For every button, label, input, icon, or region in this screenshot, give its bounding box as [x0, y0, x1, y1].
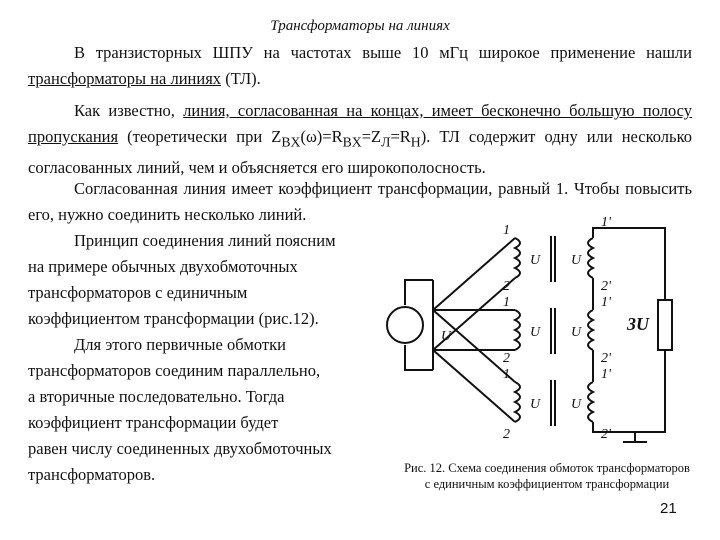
text-line: а вторичные последовательно. Тогда: [28, 387, 285, 406]
label-1: 1: [503, 295, 510, 310]
load-resistor: [658, 300, 672, 350]
label-u: U: [441, 329, 452, 344]
figure-caption: Рис. 12. Схема соединения обмоток трансформаторов с единичным коэффициентом трансформации: [404, 461, 690, 491]
text-line: трансформаторов с единичным: [28, 283, 248, 302]
label-2: 2: [503, 427, 510, 442]
text-line: Для этого первичные обмотки: [74, 335, 286, 354]
page-number: 21: [660, 500, 677, 517]
transformer-schematic: [375, 210, 710, 455]
source-circle: [387, 307, 423, 343]
primary-coil-3: [515, 382, 520, 422]
text-line: равен числу соединенных двухобмоточных: [28, 439, 332, 458]
primary-coil-1: [515, 238, 520, 278]
term-line-transformers: трансформаторы на линиях: [28, 69, 222, 88]
label-1-prime: 1': [601, 295, 611, 310]
page-title: Трансформаторы на линиях: [270, 18, 450, 34]
label-2-prime: 2': [601, 427, 611, 442]
label-u: U: [571, 253, 582, 268]
label-1-prime: 1': [601, 367, 611, 382]
text-line: Принцип соединения линий поясним: [74, 231, 336, 250]
source-wire-bottom: [405, 345, 433, 370]
label-2: 2: [503, 351, 510, 366]
label-u: U: [530, 397, 541, 412]
label-1-prime: 1': [601, 215, 611, 230]
label-2-prime: 2': [601, 279, 611, 294]
label-u: U: [571, 397, 582, 412]
secondary-coil-2: [588, 310, 593, 350]
text-line: на примере обычных двухобмоточных: [28, 257, 298, 276]
secondary-coil-1: [588, 238, 593, 278]
label-2-prime: 2': [601, 351, 611, 366]
paragraph-matched-line: Как известно, линия, согласованная на концах, имеет бесконечно большую полосу пропускания (теоретически при $Z_{BX}(\omega)=R_{BX}=Z_Л=R_Н$). ТЛ содержит одну или несколько согласованных линий, чем и объясняется его широкополосность.: [28, 101, 692, 178]
underlined-statement: линия, согласованная на концах, имеет бесконечно большую полосу пропускания: [28, 101, 692, 146]
paragraph-intro: В транзисторных ШПУ на частотах выше 10 мГц широкое применение нашли трансформаторы на линиях (ТЛ).: [28, 43, 692, 88]
text-line: трансформаторов соединим параллельно,: [28, 361, 321, 380]
label-1: 1: [503, 367, 510, 382]
source-wire-top: [405, 280, 433, 305]
paragraph-ratio: Согласованная линия имеет коэффициент трансформации, равный 1. Чтобы повысить его, нужно соединить несколько линий.: [28, 179, 692, 224]
text-line: коэффициент трансформации будет: [28, 413, 279, 432]
label-load-voltage: 3U: [627, 314, 649, 334]
label-u: U: [530, 253, 541, 268]
label-u: U: [571, 325, 582, 340]
text-line: коэффициентом трансформации (рис.12).: [28, 309, 319, 328]
secondary-coil-3: [588, 382, 593, 422]
primary-coil-2: [515, 310, 520, 350]
label-u: U: [530, 325, 541, 340]
text-line: трансформаторов.: [28, 465, 156, 484]
label-1: 1: [503, 223, 510, 238]
label-2: 2: [503, 279, 510, 294]
